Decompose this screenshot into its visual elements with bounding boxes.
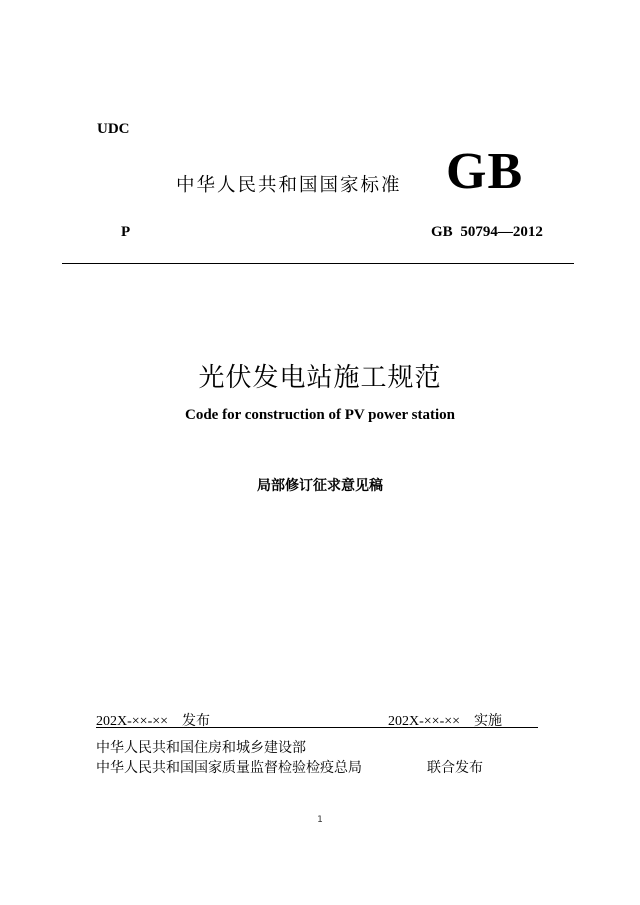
draft-note: 局部修订征求意见稿 bbox=[257, 478, 383, 494]
page-number: 1 bbox=[317, 815, 323, 825]
category-code: P bbox=[121, 224, 131, 240]
implement-date: 202X-××-×× bbox=[388, 714, 461, 729]
footer-divider bbox=[96, 727, 538, 728]
header-divider bbox=[62, 263, 574, 264]
gb-logo: GB bbox=[446, 143, 524, 200]
standard-number: GB 50794—2012 bbox=[431, 224, 543, 240]
joint-release-label: 联合发布 bbox=[427, 760, 483, 776]
document-title-chinese: 光伏发电站施工规范 bbox=[198, 363, 442, 393]
udc-label: UDC bbox=[97, 121, 130, 137]
implement-label: 实施 bbox=[474, 713, 503, 729]
issue-label: 发布 bbox=[182, 713, 211, 729]
issuer-administration: 中华人民共和国国家质量监督检验检疫总局 bbox=[96, 760, 362, 776]
standard-name: 中华人民共和国国家标准 bbox=[176, 175, 402, 196]
document-title-english: Code for construction of PV power station bbox=[185, 407, 455, 423]
issuer-ministry: 中华人民共和国住房和城乡建设部 bbox=[96, 740, 306, 756]
issue-date: 202X-××-×× bbox=[96, 714, 169, 729]
